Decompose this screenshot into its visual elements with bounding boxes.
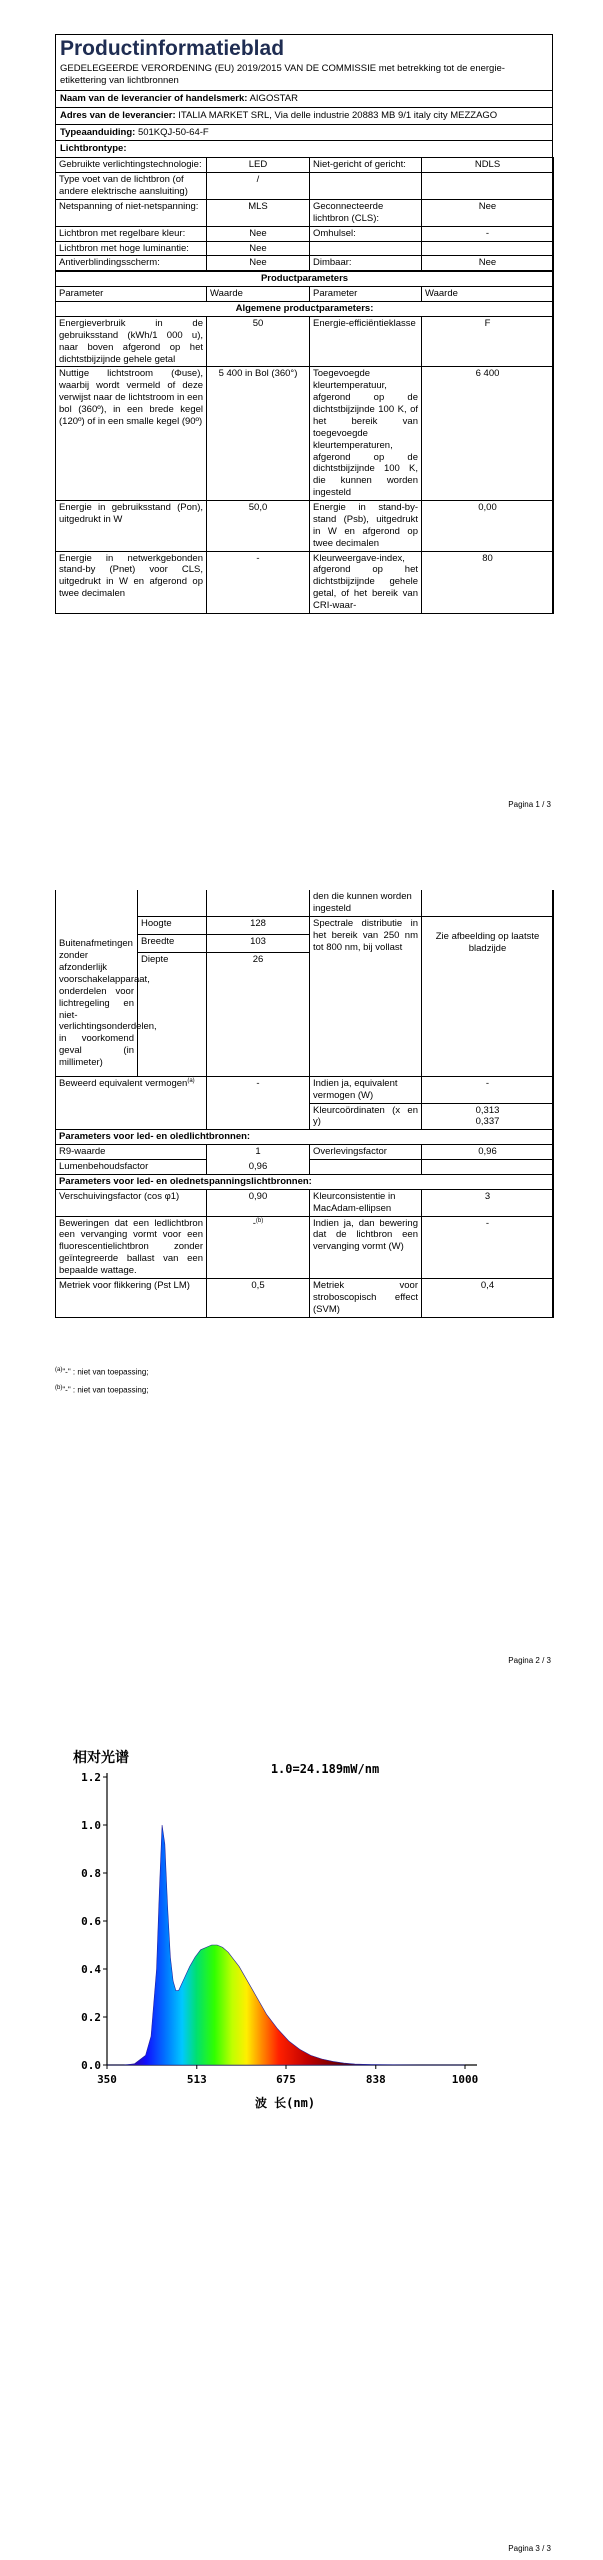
lumen-value: 0,96: [207, 1160, 310, 1175]
macadam-value: 3: [422, 1189, 554, 1216]
chroma-x: 0,313: [475, 1104, 500, 1116]
macadam-label: Kleurconsistentie in MacAdam-ellipsen: [310, 1189, 422, 1216]
claim-value: -$^{(b)}$: [207, 1216, 310, 1278]
svm-value: 0,4: [422, 1278, 554, 1317]
param-row: [56, 316, 554, 367]
chart-title: 相对光谱: [73, 1750, 129, 1766]
spectral-distribution-chart: [55, 1745, 525, 2115]
dim-name: Hoogte: [138, 916, 207, 934]
params-continued-frame: [55, 890, 553, 1318]
model-row: [56, 125, 552, 142]
x-tick-label: 838: [365, 2073, 386, 2086]
type-value: Nee: [207, 241, 310, 256]
shift-label: Verschuivingsfactor (cos φ1): [56, 1189, 207, 1216]
lightsource-type-label: Lichtbrontype:: [60, 143, 127, 155]
y-tick-label: 1.2: [81, 1771, 101, 1784]
type-value: [422, 241, 554, 256]
type-table: [55, 157, 554, 271]
claim-yes-value: -: [422, 1216, 554, 1278]
param-value: 50: [207, 316, 310, 367]
type-label: Gebruikte verlichtingstechnologie:: [56, 158, 207, 173]
param-label: Energie-efficiëntieklasse: [310, 316, 422, 367]
equiv-label: Beweerd equivalent vermogen$^{(a)}$: [56, 1076, 207, 1130]
y-tick-label: 0.6: [81, 1915, 101, 1928]
x-tick-label: 350: [97, 2073, 117, 2086]
supplier-address-label: Adres van de leverancier:: [60, 109, 176, 121]
y-tick-label: 0.4: [81, 1963, 101, 1976]
param-label-continued: den die kunnen worden ingesteld: [310, 890, 422, 916]
param-value: 5 400 in Bol (360°): [207, 367, 310, 501]
page-number: Pagina 1 / 3: [508, 800, 551, 809]
model-label: Typeaanduiding:: [60, 126, 136, 138]
footnote-b: $^{(b)}$"-" : niet van toepassing;: [55, 1385, 149, 1395]
page-3: [0, 1740, 603, 2560]
flicker-value: 0,5: [207, 1278, 310, 1317]
type-value: Nee: [207, 256, 310, 271]
type-value: -: [422, 226, 554, 241]
lightsource-type-row: [56, 141, 552, 157]
type-row: [56, 241, 554, 256]
col-header-value: Waarde: [422, 287, 554, 302]
page-number: Pagina 3 / 3: [508, 2544, 551, 2553]
type-row: [56, 173, 554, 200]
type-value: [422, 173, 554, 200]
lumen-label: Lumenbehoudsfactor: [56, 1160, 207, 1175]
dims-label: Buitenafmetingen zonder afzonderlijk voorschakelapparaat, onderdelen voor lichtregeling en niet-verlichtingsonderdelen, in voorkomend geval (in millimeter): [56, 916, 138, 1076]
claim-label: Beweringen dat een ledlichtbron een vervanging vormt voor een fluorescentielichtbron zonder geïntegreerde ballast van een bepaalde wattage.: [56, 1216, 207, 1278]
supplier-address-value: ITALIA MARKET SRL, Via delle industrie 20883 MB 9/1 italy city MEZZAGO: [178, 109, 498, 121]
param-label: Energieverbruik in de gebruiksstand (kWh/1 000 u), naar boven afgerond op het dichtstbijzijnde gehele getal: [56, 316, 207, 367]
y-tick-label: 0.8: [81, 1867, 101, 1880]
supplier-name-label: Naam van de leverancier of handelsmerk:: [60, 92, 248, 104]
survival-label: Overlevingsfactor: [310, 1145, 422, 1160]
chroma-label: Kleurcoördinaten (x en y): [310, 1103, 422, 1130]
type-label: Omhulsel:: [310, 226, 422, 241]
chroma-value: [422, 1103, 554, 1130]
led-params-title: Parameters voor led- en oledlichtbronnen:: [56, 1130, 554, 1145]
equiv-yes-label: Indien ja, equivalent vermogen (W): [310, 1076, 422, 1103]
param-row: [56, 551, 554, 613]
param-label: Kleurweergave-index, afgerond op het dichtstbijzijnde gehele getal, of het bereik van CRI-waar-: [310, 551, 422, 613]
r9-label: R9-waarde: [56, 1145, 207, 1160]
param-row: [56, 367, 554, 501]
param-label: Nuttige lichtstroom (Φuse), waarbij wordt vermeld of deze verwijst naar de lichtstroom in een bol (360º), in een brede kegel (120º) of in een smalle kegel (90º): [56, 367, 207, 501]
supplier-name-row: [56, 91, 552, 108]
params-table-continued: [55, 890, 554, 1318]
param-label: Energie in stand-by-stand (Psb), uitgedrukt in W en afgerond op twee decimalen: [310, 501, 422, 552]
claim-yes-label: Indien ja, dan bewering dat de lichtbron een vervanging vormt (W): [310, 1216, 422, 1278]
y-ticks: [81, 1771, 107, 2072]
param-value: F: [422, 316, 554, 367]
param-row: [56, 1278, 554, 1317]
type-row: [56, 199, 554, 226]
page-2: [0, 880, 603, 1680]
param-label: Energie in netwerkgebonden stand-by (Pnet) voor CLS, uitgedrukt in W en afgerond op twee decimalen: [56, 551, 207, 613]
type-value: LED: [207, 158, 310, 173]
params-section-title: Productparameters: [56, 272, 554, 287]
type-label: Type voet van de lichtbron (of andere elektrische aansluiting): [56, 173, 207, 200]
param-value: -: [207, 551, 310, 613]
params-table: [55, 271, 554, 614]
type-row: [56, 226, 554, 241]
col-header-param: Parameter: [56, 287, 207, 302]
param-value: 80: [422, 551, 554, 613]
dim-value: 26: [207, 952, 310, 1076]
type-value: Nee: [422, 256, 554, 271]
param-label: Toegevoegde kleurtemperatuur, afgerond op de dichtstbijzijnde 100 K, of het bereik van toegevoegde kleurtemperaturen, afgerond op de dichtstbijzijnde 100 K, die kunnen worden ingesteld: [310, 367, 422, 501]
supplier-address-row: [56, 108, 552, 125]
param-label: Energie in gebruiksstand (Pon), uitgedrukt in W: [56, 501, 207, 552]
type-label: Niet-gericht of gericht:: [310, 158, 422, 173]
info-sheet-frame: [55, 34, 553, 614]
param-row: [56, 501, 554, 552]
doc-subtitle: GEDELEGEERDE VERORDENING (EU) 2019/2015 VAN DE COMMISSIE met betrekking tot de energie-etikettering van lichtbronnen: [56, 63, 552, 91]
type-value: NDLS: [422, 158, 554, 173]
spectrum-area: [107, 1825, 465, 2065]
type-label: Dimbaar:: [310, 256, 422, 271]
page-1: [0, 0, 603, 820]
general-params-title: Algemene productparameters:: [56, 302, 554, 317]
page-number: Pagina 2 / 3: [508, 1656, 551, 1665]
type-value: Nee: [207, 226, 310, 241]
survival-value: 0,96: [422, 1145, 554, 1160]
dim-name: Diepte: [138, 952, 207, 1076]
param-row: [56, 1189, 554, 1216]
model-value: 501KQJ-50-64-F: [137, 126, 209, 138]
param-row: [56, 1076, 554, 1103]
y-tick-label: 1.0: [81, 1819, 101, 1832]
type-label: [310, 241, 422, 256]
col-header-value: Waarde: [207, 287, 310, 302]
type-label: [310, 173, 422, 200]
mains-params-title: Parameters voor led- en olednetspanningslichtbronnen:: [56, 1174, 554, 1189]
flicker-label: Metriek voor flikkering (Pst LM): [56, 1278, 207, 1317]
dim-value: 103: [207, 934, 310, 952]
type-label: Antiverblindingsscherm:: [56, 256, 207, 271]
spectral-value: Zie afbeelding op laatste bladzijde: [422, 916, 554, 1076]
col-header-param: Parameter: [310, 287, 422, 302]
shift-value: 0,90: [207, 1189, 310, 1216]
chroma-y: 0,337: [475, 1116, 500, 1128]
equiv-value: -: [207, 1076, 310, 1130]
type-row: [56, 158, 554, 173]
type-label: Geconnecteerde lichtbron (CLS):: [310, 199, 422, 226]
type-value: MLS: [207, 199, 310, 226]
type-label: Lichtbron met regelbare kleur:: [56, 226, 207, 241]
x-axis-label: 波 长(nm): [254, 2096, 316, 2110]
supplier-name-value: AIGOSTAR: [249, 92, 298, 104]
type-value: Nee: [422, 199, 554, 226]
dim-name: Breedte: [138, 934, 207, 952]
r9-value: 1: [207, 1145, 310, 1160]
type-row: [56, 256, 554, 271]
x-ticks: [97, 2065, 478, 2086]
spectral-label: Spectrale distributie in het bereik van 250 nm tot 800 nm, bij vollast: [310, 916, 422, 1076]
x-tick-label: 513: [186, 2073, 207, 2086]
x-tick-label: 1000: [451, 2073, 479, 2086]
y-tick-label: 0.0: [81, 2059, 101, 2072]
param-value: 0,00: [422, 501, 554, 552]
dim-value: 128: [207, 916, 310, 934]
doc-title: Productinformatieblad: [60, 37, 285, 60]
type-label: Lichtbron met hoge luminantie:: [56, 241, 207, 256]
y-tick-label: 0.2: [81, 2011, 101, 2024]
footnote-a: $^{(a)}$"-" : niet van toepassing;: [55, 1367, 149, 1377]
param-value: 50,0: [207, 501, 310, 552]
x-tick-label: 675: [276, 2073, 296, 2086]
svm-label: Metriek voor stroboscopisch effect (SVM): [310, 1278, 422, 1317]
chart-annotation: 1.0=24.189mW/nm: [270, 1762, 380, 1776]
type-label: Netspanning of niet-netspanning:: [56, 199, 207, 226]
type-value: /: [207, 173, 310, 200]
params-header-row: [56, 287, 554, 302]
param-row: [56, 1160, 554, 1175]
equiv-yes-value: -: [422, 1076, 554, 1103]
dims-row: [56, 916, 554, 934]
param-value: 6 400: [422, 367, 554, 501]
param-row: [56, 1145, 554, 1160]
param-row: [56, 1216, 554, 1278]
param-row: [56, 890, 554, 916]
